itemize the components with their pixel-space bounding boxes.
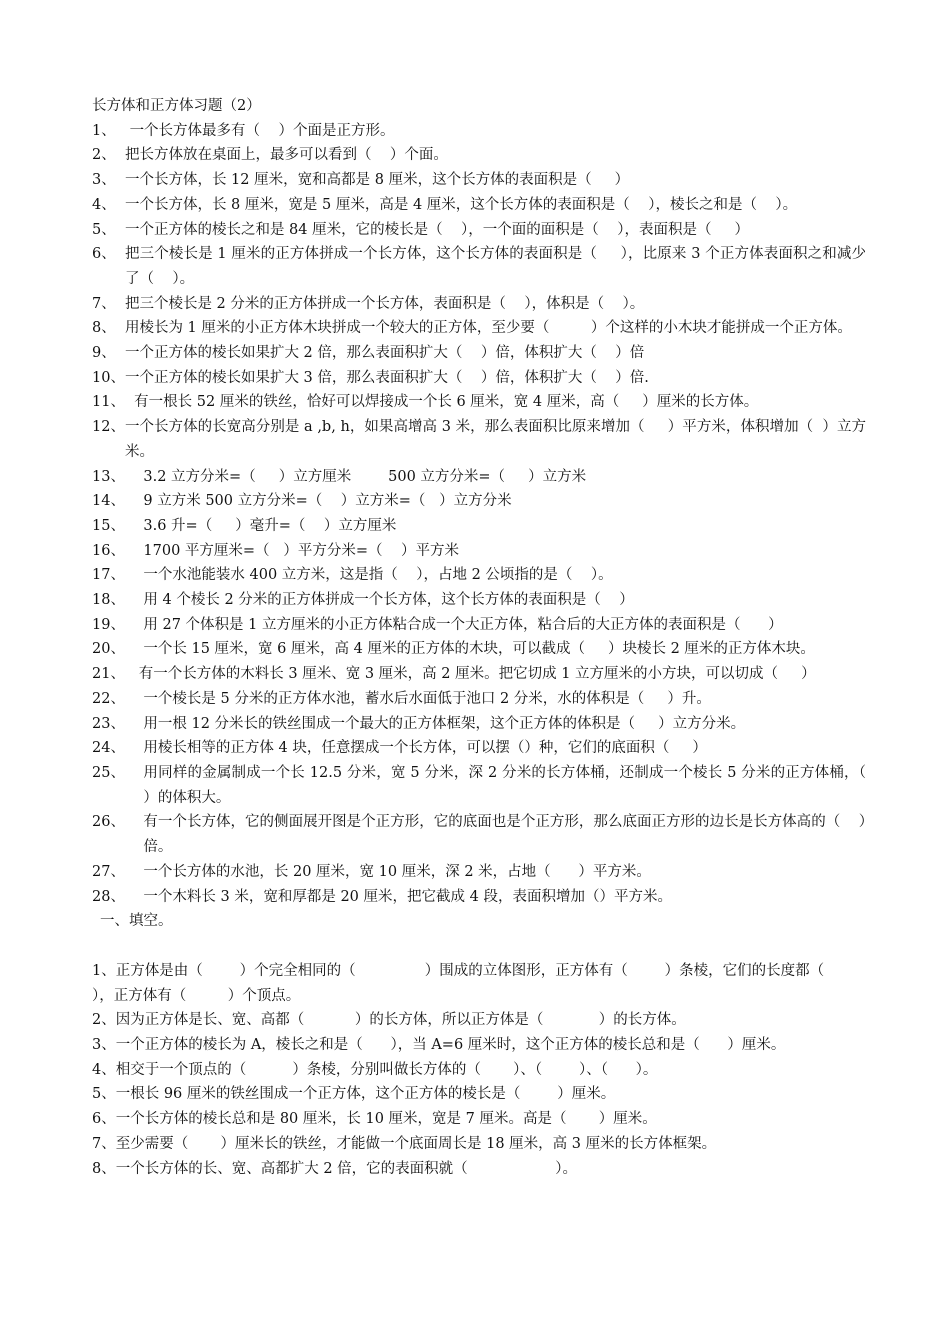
exercise-number: 19、 — [92, 616, 144, 633]
exercise-item — [92, 218, 866, 243]
exercise-list — [92, 119, 885, 910]
exercise-text: 3.2 立方分米=（ ）立方厘米 500 立方分米=（ ）立方米 — [143, 468, 587, 485]
exercise-text: 一个长方体，长 12 厘米，宽和高都是 8 厘米，这个长方体的表面积是（ ） — [124, 172, 630, 189]
exercise-number: 13、 — [92, 468, 144, 485]
exercise-number: 7、 — [92, 295, 125, 312]
exercise-number: 9、 — [92, 345, 125, 362]
exercise-number: 16、 — [92, 542, 144, 559]
exercise-text: 一个棱长是 5 分米的正方体水池，蓄水后水面低于池口 2 分米，水的体积是（ ）升。 — [143, 690, 711, 707]
exercise-number: 14、 — [92, 493, 144, 510]
exercise-text: 把三个棱长是 1 厘米的正方体拼成一个长方体，这个长方体的表面积是（ ），比原来 3 个正方体表面积之和减少了（ ）。 — [124, 246, 866, 287]
exercise-item — [92, 168, 866, 193]
fill-in-item: 3、一个正方体的棱长为 A，棱长之和是（ ），当 A=6 厘米时，这个正方体的棱长总和是（ ）厘米。 — [92, 1037, 786, 1054]
exercise-number: 18、 — [92, 592, 144, 609]
exercise-number: 1、 — [92, 122, 130, 139]
exercise-number: 10、 — [92, 369, 125, 386]
exercise-number: 25、 — [92, 764, 144, 781]
exercise-item — [92, 292, 866, 317]
exercise-item — [92, 662, 866, 687]
exercise-text: 用一根 12 分米长的铁丝围成一个最大的正方体框架，这个正方体的体积是（ ）立方分米。 — [143, 715, 746, 732]
exercise-item — [92, 143, 866, 168]
exercise-number: 20、 — [92, 641, 144, 658]
exercise-text: 把长方体放在桌面上，最多可以看到（ ）个面。 — [124, 147, 448, 164]
fill-in-item: 7、至少需要（ ）厘米长的铁丝，才能做一个底面周长是 18 厘米，高 3 厘米的长方体框架。 — [92, 1135, 717, 1152]
exercise-text: 一个正方体的棱长如果扩大 3 倍，那么表面积扩大（ ）倍，体积扩大（ ）倍. — [124, 369, 649, 386]
exercise-item — [92, 885, 866, 910]
exercise-number: 21、 — [92, 666, 139, 683]
exercise-item — [92, 563, 866, 588]
exercise-item — [92, 712, 866, 737]
document-title: 长方体和正方体习题（2） — [92, 98, 261, 114]
exercise-item — [92, 193, 866, 218]
exercise-number: 28、 — [92, 888, 144, 905]
exercise-item — [92, 539, 866, 564]
exercise-item — [92, 415, 866, 464]
exercise-item — [92, 341, 866, 366]
exercise-number: 5、 — [92, 221, 125, 238]
exercise-number: 22、 — [92, 690, 144, 707]
exercise-item — [92, 637, 866, 662]
exercise-text: 3.6 升=（ ）毫升=（ ）立方厘米 — [143, 517, 397, 534]
exercise-number: 23、 — [92, 715, 144, 732]
exercise-text: 有一个长方体的木料长 3 厘米、宽 3 厘米，高 2 厘米。把它切成 1 立方厘米的小方块，可以切成（ ） — [138, 666, 816, 683]
exercise-text: 一个长方体的水池，长 20 厘米，宽 10 厘米，深 2 米，占地（ ）平方米。 — [143, 863, 651, 880]
fill-in-item: 2、因为正方体是长、宽、高都（ ）的长方体，所以正方体是（ ）的长方体。 — [92, 1012, 686, 1029]
exercise-text: 一个水池能装水 400 立方米，这是指（ ），占地 2 公顷指的是（ ）。 — [143, 567, 613, 584]
exercise-item — [92, 316, 866, 341]
exercise-text: 把三个棱长是 2 分米的正方体拼成一个长方体，表面积是（ ），体积是（ ）。 — [124, 295, 645, 312]
section-gap — [92, 934, 866, 959]
exercise-item — [92, 489, 866, 514]
exercise-text: 9 立方米 500 立方分米=（ ）立方米=（ ）立方分米 — [143, 493, 512, 510]
exercise-text: 用 27 个体积是 1 立方厘米的小正方体粘合成一个大正方体，粘合后的大正方体的表面积是（ ） — [143, 616, 783, 633]
exercise-number: 2、 — [92, 147, 125, 164]
exercise-text: 一个正方体的棱长如果扩大 2 倍，那么表面积扩大（ ）倍，体积扩大（ ）倍 — [124, 345, 645, 362]
fill-in-item: 6、一个长方体的棱长总和是 80 厘米，长 10 厘米，宽是 7 厘米。高是（ ）厘米。 — [92, 1111, 657, 1128]
exercise-item — [92, 810, 866, 859]
exercise-number: 6、 — [92, 246, 125, 263]
exercise-number: 3、 — [92, 172, 125, 189]
exercise-number: 17、 — [92, 567, 144, 584]
exercise-number: 27、 — [92, 863, 144, 880]
fill-in-item: 8、一个长方体的长、宽、高都扩大 2 倍，它的表面积就（ ）。 — [92, 1160, 577, 1177]
exercise-text: 用 4 个棱长 2 分米的正方体拼成一个长方体，这个长方体的表面积是（ ） — [143, 592, 634, 609]
exercise-item — [92, 465, 866, 490]
exercise-text: 用同样的金属制成一个长 12.5 分米，宽 5 分米，深 2 分米的长方体桶，还制成一个棱长 5 分米的正方体桶，（ ）的体积大。 — [143, 764, 885, 806]
exercise-item — [92, 613, 866, 638]
fill-in-item: 5、一根长 96 厘米的铁丝围成一个正方体，这个正方体的棱长是（ ）厘米。 — [92, 1086, 616, 1103]
exercise-item — [92, 366, 866, 391]
exercise-item — [92, 119, 866, 144]
exercise-number: 24、 — [92, 740, 144, 757]
exercise-item — [92, 860, 866, 885]
exercise-number: 26、 — [92, 814, 144, 831]
fill-in-item: 4、相交于一个顶点的（ ）条棱，分别叫做长方体的（ ）、（ ）、（ ）。 — [92, 1061, 658, 1078]
fill-in-list — [92, 959, 875, 1181]
exercise-text: 一个木料长 3 米，宽和厚都是 20 厘米，把它截成 4 段，表面积增加（）平方米。 — [143, 888, 672, 905]
exercise-text: 一个长 15 厘米，宽 6 厘米，高 4 厘米的正方体的木块，可以截成（ ）块棱长 2 厘米的正方体木块。 — [143, 641, 815, 658]
exercise-text: 用棱长相等的正方体 4 块，任意摆成一个长方体，可以摆（）种，它们的底面积（ ） — [143, 740, 707, 757]
exercise-number: 4、 — [92, 196, 125, 213]
exercise-text: 一个长方体的长宽高分别是 a ,b, h，如果高增高 3 米，那么表面积比原来增加（ ）平方米，体积增加（ ）立方米。 — [124, 419, 866, 460]
exercise-text: 1700 平方厘米=（ ）平方分米=（ ）平方米 — [143, 542, 459, 559]
fill-in-item: 1、正方体是由（ ）个完全相同的（ ）围成的立体图形，正方体有（ ）条棱，它们的长度都（ ），正方体有（ ）个顶点。 — [92, 962, 875, 1004]
exercise-text: 有一个长方体，它的侧面展开图是个正方形，它的底面也是个正方形，那么底面正方形的边长是长方体高的（ ）倍。 — [143, 814, 866, 856]
exercise-text: 用棱长为 1 厘米的小正方体木块拼成一个较大的正方体，至少要（ ）个这样的小木块才能拼成一个正方体。 — [124, 320, 852, 337]
exercise-text: 一个长方体，长 8 厘米，宽是 5 厘米，高是 4 厘米，这个长方体的表面积是（ ），棱长之和是（ ）。 — [124, 196, 798, 213]
exercise-number: 12、 — [92, 419, 125, 436]
exercise-item — [92, 588, 866, 613]
exercise-item — [92, 514, 866, 539]
exercise-item — [92, 390, 866, 415]
exercise-item — [92, 687, 866, 712]
exercise-number: 8、 — [92, 320, 125, 337]
exercise-number: 15、 — [92, 517, 144, 534]
exercise-item — [92, 736, 866, 761]
section-heading: 一、填空。 — [100, 913, 173, 930]
exercise-text: 有一根长 52 厘米的铁丝，恰好可以焊接成一个长 6 厘米，宽 4 厘米，高（ ）厘米的长方体。 — [134, 394, 759, 411]
exercise-item — [92, 761, 885, 810]
exercise-number: 11、 — [92, 394, 135, 411]
exercise-text: 一个长方体最多有（ ）个面是正方形。 — [129, 122, 395, 139]
exercise-item — [92, 242, 866, 291]
exercise-text: 一个正方体的棱长之和是 84 厘米，它的棱长是（ ），一个面的面积是（ ），表面积是（ ） — [124, 221, 750, 238]
document-content — [92, 94, 885, 1181]
